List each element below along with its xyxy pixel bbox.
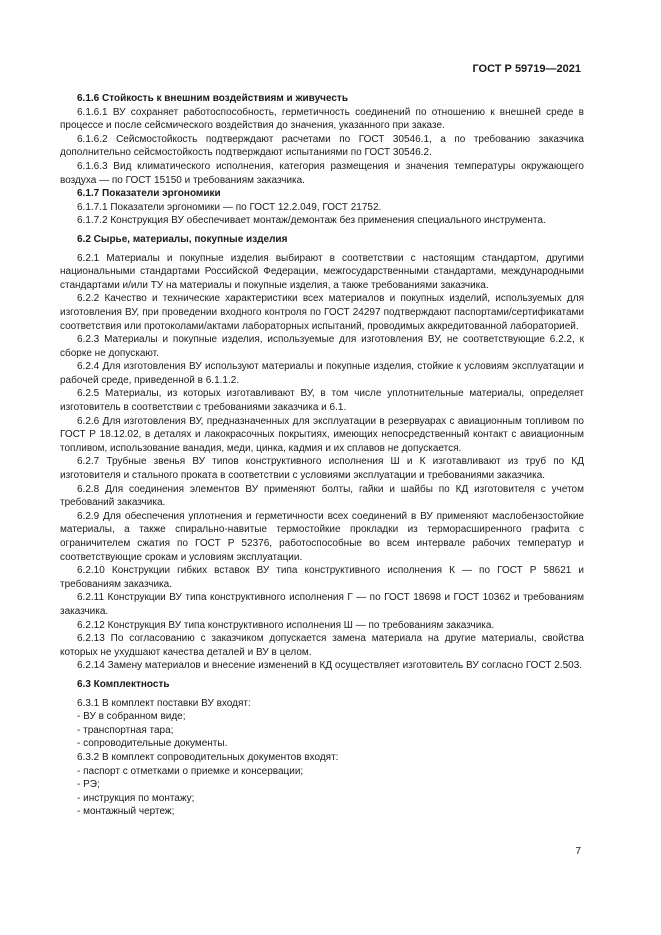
paragraph: 6.2.12 Конструкция ВУ типа конструктивного исполнения Ш — по требованиям заказчика.	[77, 619, 495, 631]
list-item: - транспортная тара;	[77, 724, 174, 736]
paragraph: 6.2.3 Материалы и покупные изделия, используемые для изготовления ВУ, не соответствующие 6.2.2, к сборке не допускают.	[60, 334, 584, 359]
list-item: - сопроводительные документы.	[77, 738, 228, 750]
paragraph: 6.1.6.2 Сейсмостойкость подтверждают расчетами по ГОСТ 30546.1, а по требованию заказчика дополнительно сейсмостойкость подтверждают испытаниями по ГОСТ 30546.2.	[60, 133, 584, 159]
paragraph: 6.2.11 Конструкции ВУ типа конструктивного исполнения Г — по ГОСТ 18698 и ГОСТ 10362 и требованиям заказчика.	[60, 592, 584, 617]
paragraph: 6.2.9 Для обеспечения уплотнения и герметичности всех соединений в ВУ применяют маслобензостойкие материалы, а также спирально-навитые термостойкие прокладки из терморасширенного графита с ограничителем сжатия по ГОСТ Р 52376, работоспособные во всем интервале рабочих температур и соответствующие срокам и условиям эксплуатации.	[60, 510, 584, 563]
list-item: - ВУ в собранном виде;	[77, 711, 186, 723]
paragraph: 6.2.10 Конструкции гибких вставок ВУ типа конструктивного исполнения К — по ГОСТ Р 58621 и требованиям заказчика.	[60, 565, 584, 590]
heading-6-1-6: 6.1.6 Стойкость к внешним воздействиям и живучесть	[77, 93, 348, 104]
page-body	[60, 92, 584, 819]
paragraph: 6.2.7 Трубные звенья ВУ типов конструктивного исполнения Ш и К изготавливают из труб по КД изготовителя и стального проката в соответствии с условиями эксплуатации и требованиями заказчика.	[60, 456, 584, 482]
heading-6-2: 6.2 Сырье, материалы, покупные изделия	[77, 233, 288, 245]
paragraph: 6.1.7.2 Конструкция ВУ обеспечивает монтаж/демонтаж без применения специального инструмента.	[77, 215, 546, 227]
paragraph: 6.2.5 Материалы, из которых изготавливают ВУ, в том числе уплотнительные материалы, определяет изготовитель в соответствии с требованиями заказчика и 6.1.	[60, 388, 584, 414]
paragraph: 6.2.1 Материалы и покупные изделия выбирают в соответствии с настоящим стандартом, другими национальными стандартами Российской Федерации, межгосударственными стандартами, международными стандартами и/или ТУ на материалы и покупные изделия, а также требованиями заказчика.	[60, 252, 584, 291]
paragraph: 6.1.6.1 ВУ сохраняет работоспособность, герметичность соединений по отношению к внешней среде в процессе и после сейсмического воздействия до значения, указанного при заказе.	[60, 106, 584, 132]
heading-6-3: 6.3 Комплектность	[77, 678, 170, 690]
paragraph: 6.2.14 Замену материалов и внесение изменений в КД осуществляет изготовитель ВУ согласно ГОСТ 2.503.	[77, 660, 583, 672]
paragraph: 6.3.2 В комплект сопроводительных документов входят:	[77, 751, 339, 763]
paragraph: 6.1.6.3 Вид климатического исполнения, категория размещения и значения температуры окружающего воздуха — по ГОСТ 15150 и требованиям заказчика.	[60, 160, 584, 186]
list-item: - РЭ;	[77, 779, 100, 791]
heading-6-1-7: 6.1.7 Показатели эргономики	[77, 188, 221, 200]
list-item: - паспорт с отметками о приемке и консервации;	[77, 765, 304, 777]
list-item: - инструкция по монтажу;	[77, 792, 195, 804]
paragraph: 6.2.2 Качество и технические характеристики всех материалов и покупных изделий, используемых для изготовления ВУ, при проведении входного контроля по ГОСТ 24297 подтверждают паспортами/сертификатами соответствия или протоколами/актами лабораторных испытаний, проводимых аккредитованной лабораторией.	[60, 293, 584, 332]
document-id: ГОСТ Р 59719—2021	[472, 63, 581, 75]
paragraph: 6.2.4 Для изготовления ВУ используют материалы и покупные изделия, стойкие к условиям эксплуатации и рабочей среде, приведенной в 6.1.1.2.	[60, 361, 584, 386]
paragraph: 6.2.6 Для изготовления ВУ, предназначенных для эксплуатации в резервуарах с авиационным топливом по ГОСТ Р 18.12.02, в деталях и лакокрасочных покрытиях, имеющих непосредственный контакт с авиационным топливом, использование ванадия, меди, цинка, кадмия и их сплавов не допускается.	[60, 415, 584, 454]
paragraph: 6.3.1 В комплект поставки ВУ входят:	[77, 697, 251, 709]
paragraph: 6.2.13 По согласованию с заказчиком допускается замена материала на другие материалы, свойства которых не ухудшают качества деталей и ВУ в целом.	[60, 633, 584, 658]
list-item: - монтажный чертеж;	[77, 806, 175, 818]
page-number: 7	[575, 846, 581, 857]
paragraph: 6.2.8 Для соединения элементов ВУ применяют болты, гайки и шайбы по КД изготовителя с учетом требований заказчика.	[60, 483, 584, 509]
paragraph: 6.1.7.1 Показатели эргономики — по ГОСТ 12.2.049, ГОСТ 21752.	[77, 201, 382, 213]
